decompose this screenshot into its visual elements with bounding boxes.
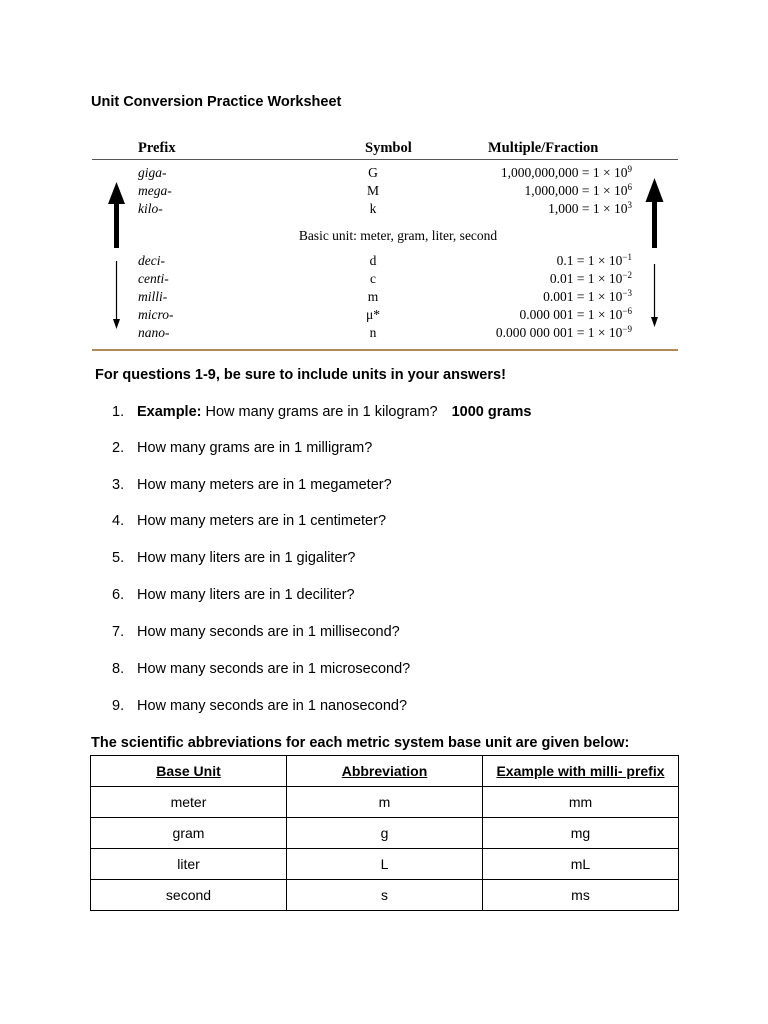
page-title: Unit Conversion Practice Worksheet xyxy=(91,94,342,110)
question-number: 3. xyxy=(112,477,125,493)
prefix-symbol: k xyxy=(369,201,377,216)
question-item xyxy=(112,661,410,677)
abbreviations-table xyxy=(90,755,679,911)
table-cell: liter xyxy=(91,849,287,880)
prefix-multiple: 0.000 000 $001 = 1 \times 10^{-9}$ xyxy=(495,324,632,340)
table-header-row xyxy=(91,756,679,787)
table-cell: L xyxy=(287,849,483,880)
table-cell: second xyxy=(91,880,287,911)
question-text: How many grams are in 1 milligram? xyxy=(137,440,373,456)
question-number: 8. xyxy=(112,661,125,677)
abbreviations-heading: The scientific abbreviations for each metric system base unit are given below: xyxy=(91,735,630,751)
up-arrow-right-icon xyxy=(646,178,664,248)
question-text: How many seconds are in 1 nanosecond? xyxy=(137,698,408,714)
table-row xyxy=(91,849,679,880)
question-text: How many seconds are in 1 millisecond? xyxy=(137,624,400,640)
question-number: 2. xyxy=(112,440,125,456)
question-item xyxy=(112,698,407,714)
prefix-symbol: n xyxy=(369,325,377,340)
prefix-table-figure xyxy=(92,138,678,352)
prefix-multiple: $1,000 = 1 \times 10^3$ xyxy=(548,200,632,216)
prefix-multiple: $1,000,000,000 = 1 \times 10^9$ xyxy=(500,164,632,180)
table-cell: ms xyxy=(483,880,679,911)
table-cell: mL xyxy=(483,849,679,880)
column-header-base-unit: Base Unit xyxy=(91,756,287,787)
question-item xyxy=(112,550,355,566)
prefix-symbol: c xyxy=(370,271,376,286)
prefix-name: milli- xyxy=(138,289,168,304)
table-cell: mm xyxy=(483,787,679,818)
question-number: 6. xyxy=(112,587,125,603)
prefix-name: centi- xyxy=(138,271,169,286)
prefix-multiple: $0.1 = 1 \times 10^{-1}$ xyxy=(556,252,632,268)
up-arrow-left-icon xyxy=(108,182,125,248)
prefix-multiple: 0.000 $001 = 1 \times 10^{-6}$ xyxy=(519,306,632,322)
prefix-symbol: M xyxy=(366,183,379,198)
table-row xyxy=(91,818,679,849)
prefix-symbol: m xyxy=(367,289,379,304)
question-item xyxy=(112,440,372,456)
prefix-symbol: μ* xyxy=(366,307,380,322)
question-number: 4. xyxy=(112,513,125,529)
table-row xyxy=(91,880,679,911)
prefix-header: Prefix xyxy=(138,140,176,156)
bottom-rule xyxy=(92,349,678,351)
question-item xyxy=(112,624,400,640)
question-text: How many seconds are in 1 microsecond? xyxy=(137,661,411,677)
question-item xyxy=(112,587,355,603)
question-text: How many meters are in 1 centimeter? xyxy=(137,513,387,529)
question-text: How many grams are in 1 kilogram? xyxy=(205,404,438,420)
down-arrow-left-icon xyxy=(113,261,120,329)
prefix-name: giga- xyxy=(138,165,167,180)
question-text: How many meters are in 1 megameter? xyxy=(137,477,392,493)
prefix-name: kilo- xyxy=(138,201,163,216)
instructions: For questions 1-9, be sure to include units in your answers! xyxy=(95,367,506,383)
table-cell: mg xyxy=(483,818,679,849)
column-header-example: Example with milli- prefix xyxy=(483,756,679,787)
table-cell: gram xyxy=(91,818,287,849)
table-cell: g xyxy=(287,818,483,849)
table-cell: m xyxy=(287,787,483,818)
example-answer: 1000 grams xyxy=(451,404,532,420)
question-number: 5. xyxy=(112,550,125,566)
example-label: Example: xyxy=(137,404,202,420)
symbol-header: Symbol xyxy=(365,140,412,156)
column-header-abbreviation: Abbreviation xyxy=(287,756,483,787)
table-cell: meter xyxy=(91,787,287,818)
prefix-name: micro- xyxy=(138,307,174,322)
down-arrow-right-icon xyxy=(651,264,658,327)
prefix-name: nano- xyxy=(138,325,170,340)
question-text: How many liters are in 1 deciliter? xyxy=(137,587,355,603)
table-cell: s xyxy=(287,880,483,911)
question-number: 9. xyxy=(112,698,125,714)
question-text: How many liters are in 1 gigaliter? xyxy=(137,550,356,566)
prefix-name: deci- xyxy=(138,253,165,268)
prefix-name: mega- xyxy=(138,183,172,198)
prefix-multiple: $0.01 = 1 \times 10^{-2}$ xyxy=(549,270,632,286)
prefix-symbol: d xyxy=(369,253,377,268)
question-item xyxy=(112,477,392,493)
basic-unit-line: Basic unit: meter, gram, liter, second xyxy=(298,228,498,243)
prefix-multiple: $1,000,000 = 1 \times 10^6$ xyxy=(524,182,632,198)
question-number: 1. xyxy=(112,404,125,420)
question-item xyxy=(112,404,531,420)
prefix-multiple: $0.001 = 1 \times 10^{-3}$ xyxy=(543,288,632,304)
table-row xyxy=(91,787,679,818)
prefix-symbol: G xyxy=(368,165,378,180)
question-number: 7. xyxy=(112,624,125,640)
multiple-header: Multiple/Fraction xyxy=(488,140,599,156)
arrows-layer xyxy=(92,138,678,352)
question-item xyxy=(112,513,386,529)
